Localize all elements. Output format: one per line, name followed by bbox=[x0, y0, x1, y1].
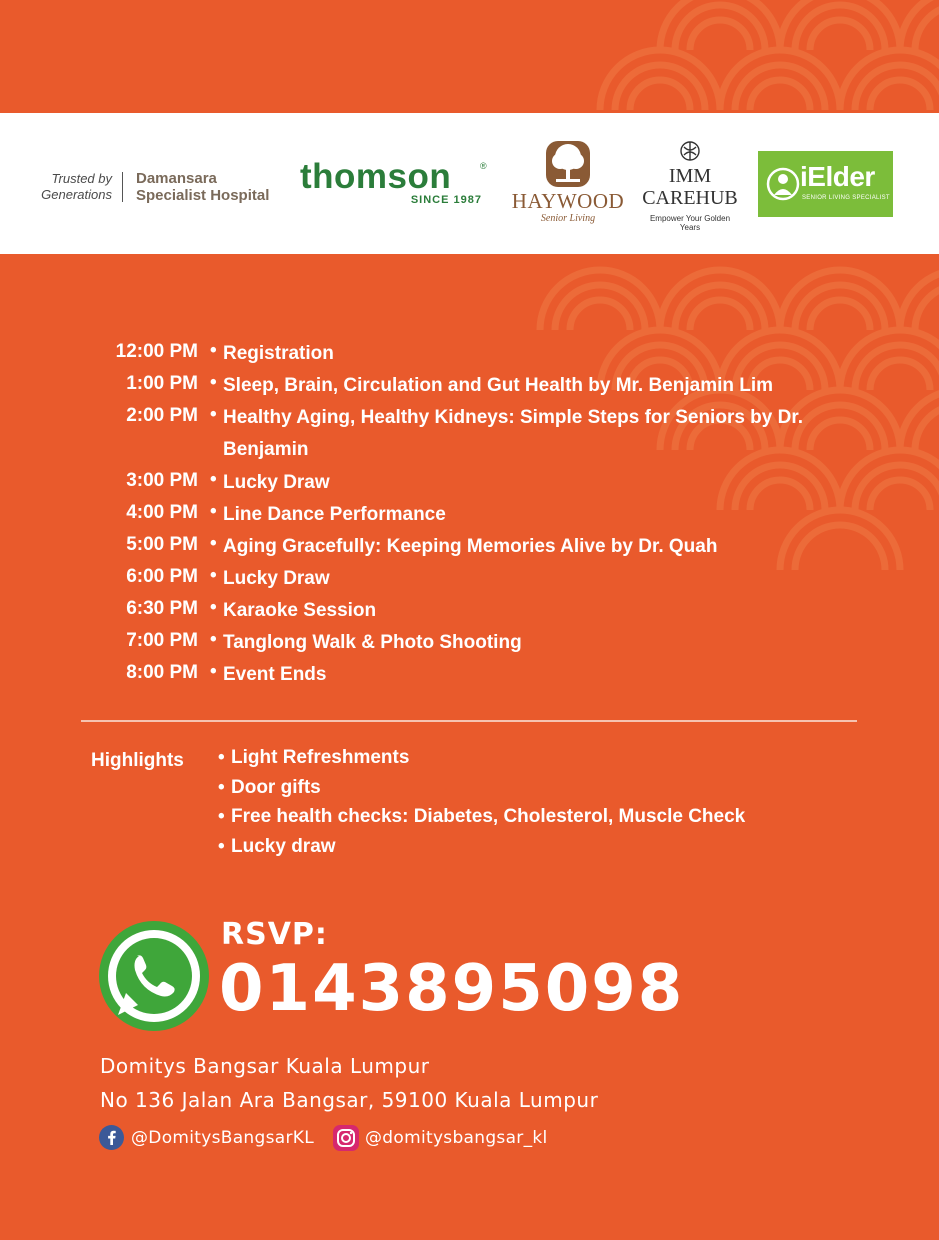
dsh-tagline-line2: Generations bbox=[41, 187, 112, 202]
thomson-wordmark: thomson bbox=[300, 157, 452, 196]
schedule-time: 2:00 PM bbox=[126, 405, 198, 426]
highlight-text: Free health checks: Diabetes, Cholesterol, Muscle Check bbox=[231, 806, 746, 827]
bullet-glyph: • bbox=[210, 340, 217, 361]
highlight-text: Lucky draw bbox=[231, 835, 336, 857]
schedule-row bbox=[0, 530, 939, 562]
instagram-handle: @domitysbangsar_kl bbox=[365, 1128, 548, 1148]
schedule-row bbox=[0, 466, 939, 498]
imm-tagline: Empower Your Golden Years bbox=[649, 214, 731, 232]
schedule-item: Registration bbox=[223, 343, 334, 364]
schedule-time: 6:00 PM bbox=[126, 566, 198, 587]
bullet-glyph: • bbox=[210, 404, 217, 425]
whatsapp-icon[interactable] bbox=[98, 920, 210, 1032]
schedule-row bbox=[0, 337, 939, 369]
section-divider bbox=[81, 720, 857, 722]
haywood-wordmark: HAYWOOD bbox=[511, 189, 625, 213]
schedule-item: Healthy Aging, Healthy Kidneys: Simple Steps for Seniors by Dr. Benjamin bbox=[223, 407, 803, 460]
imm-carehub-logo bbox=[640, 139, 740, 232]
imm-flower-icon bbox=[640, 139, 740, 165]
bullet-glyph: • bbox=[218, 747, 225, 768]
highlight-text: Door gifts bbox=[231, 776, 321, 798]
dsh-name-line2: Specialist Hospital bbox=[136, 187, 270, 204]
haywood-subtitle: Senior Living bbox=[540, 213, 596, 224]
highlights-label: Highlights bbox=[91, 750, 184, 771]
imm-name-line1: IMM bbox=[668, 165, 712, 187]
schedule-time: 5:00 PM bbox=[126, 534, 198, 555]
schedule-item: Line Dance Performance bbox=[223, 504, 446, 525]
schedule-row bbox=[0, 626, 939, 658]
schedule-item: Sleep, Brain, Circulation and Gut Health by Mr. Benjamin Lim bbox=[223, 375, 774, 396]
thomson-since: SINCE 1987 bbox=[410, 194, 482, 206]
bullet-glyph: • bbox=[210, 629, 217, 650]
dsh-name-line1: Damansara bbox=[136, 170, 217, 187]
bullet-glyph: • bbox=[218, 806, 225, 827]
schedule-row bbox=[0, 562, 939, 594]
thomson-logo bbox=[300, 157, 495, 207]
bullet-glyph: • bbox=[210, 565, 217, 586]
schedule-item: Karaoke Session bbox=[223, 600, 377, 621]
schedule-row bbox=[0, 498, 939, 530]
dsh-divider bbox=[122, 172, 123, 202]
schedule-time: 4:00 PM bbox=[126, 502, 198, 523]
schedule-time: 1:00 PM bbox=[126, 373, 198, 394]
instagram-icon bbox=[333, 1125, 359, 1151]
schedule-row bbox=[0, 369, 939, 401]
schedule-time: 12:00 PM bbox=[115, 341, 198, 362]
haywood-tree-icon bbox=[508, 139, 628, 189]
dsh-tagline-line1: Trusted by bbox=[51, 171, 112, 186]
ielder-wordmark: iElder bbox=[800, 161, 875, 192]
highlight-text: Light Refreshments bbox=[231, 747, 410, 768]
schedule-time: 3:00 PM bbox=[126, 470, 198, 491]
venue-name: Domitys Bangsar Kuala Lumpur bbox=[100, 1054, 430, 1078]
schedule-time: 6:30 PM bbox=[126, 598, 198, 619]
schedule-time: 8:00 PM bbox=[126, 662, 198, 683]
rsvp-phone-number[interactable]: 0143895098 bbox=[219, 952, 685, 1026]
schedule-row bbox=[0, 658, 939, 690]
schedule-item: Aging Gracefully: Keeping Memories Alive by Dr. Quah bbox=[223, 536, 718, 557]
schedule-time: 7:00 PM bbox=[126, 630, 198, 651]
bullet-glyph: • bbox=[210, 533, 217, 554]
ielder-logo bbox=[758, 151, 893, 217]
bullet-glyph: • bbox=[218, 776, 225, 798]
event-schedule bbox=[0, 337, 939, 690]
schedule-item: Tanglong Walk & Photo Shooting bbox=[223, 632, 522, 653]
schedule-item: Event Ends bbox=[223, 664, 327, 685]
haywood-logo bbox=[508, 139, 628, 231]
rsvp-label: RSVP: bbox=[221, 917, 328, 952]
schedule-row bbox=[0, 594, 939, 626]
schedule-item: Lucky Draw bbox=[223, 472, 330, 493]
ielder-subtitle: SENIOR LIVING SPECIALIST bbox=[802, 195, 890, 201]
bullet-glyph: • bbox=[218, 835, 225, 857]
schedule-row bbox=[0, 401, 939, 466]
bullet-glyph: • bbox=[210, 501, 217, 522]
bullet-glyph: • bbox=[210, 469, 217, 490]
damansara-specialist-hospital-logo bbox=[30, 169, 290, 205]
facebook-icon bbox=[99, 1125, 124, 1150]
bullet-glyph: • bbox=[210, 597, 217, 618]
bullet-glyph: • bbox=[210, 661, 217, 682]
ielder-person-icon bbox=[766, 167, 800, 201]
imm-name-line2: CAREHUB bbox=[642, 187, 738, 209]
facebook-handle: @DomitysBangsarKL bbox=[131, 1128, 314, 1148]
bullet-glyph: • bbox=[210, 372, 217, 393]
venue-address: No 136 Jalan Ara Bangsar, 59100 Kuala Lumpur bbox=[100, 1088, 599, 1112]
schedule-item: Lucky Draw bbox=[223, 568, 330, 589]
thomson-registered-mark: ® bbox=[480, 161, 487, 171]
